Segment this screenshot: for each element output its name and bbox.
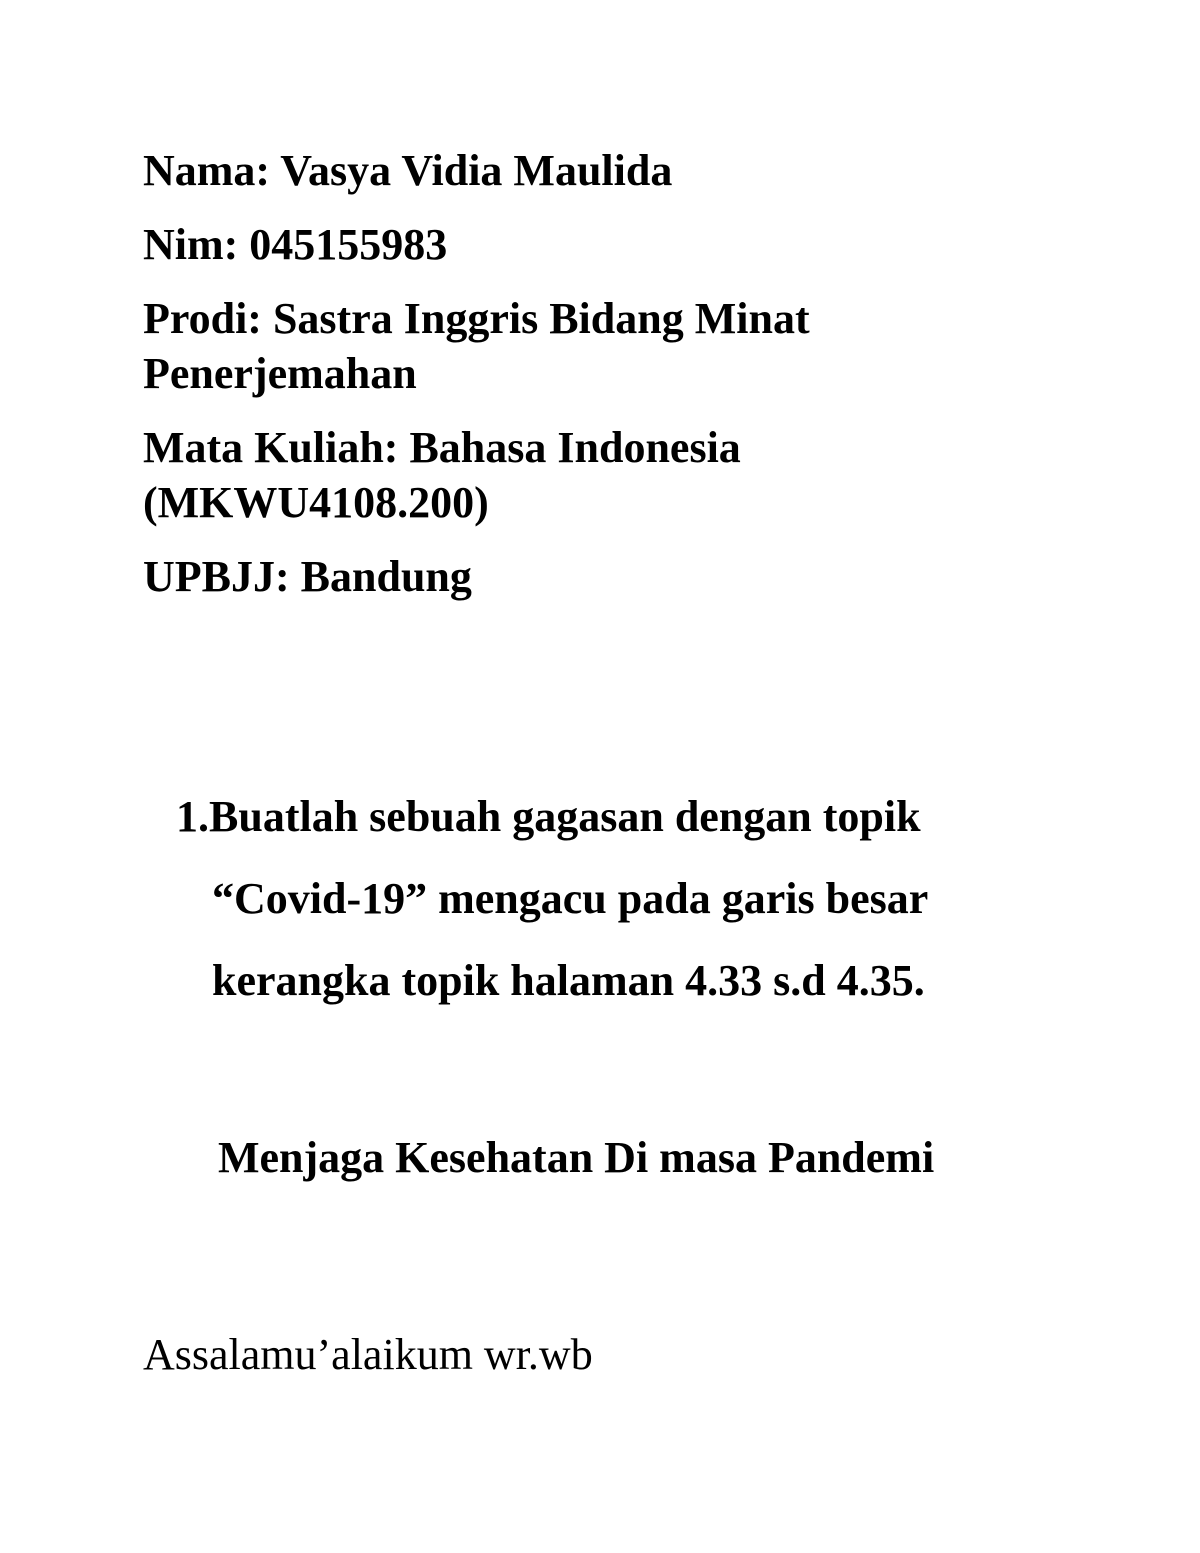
student-nim: Nim: 045155983 xyxy=(143,220,448,269)
study-program-line1: Prodi: Sastra Inggris Bidang Minat xyxy=(143,294,810,343)
question-line3: kerangka topik halaman 4.33 s.d 4.35. xyxy=(212,956,925,1005)
essay-greeting: Assalamu’alaikum wr.wb xyxy=(143,1330,593,1379)
question-line1: 1.Buatlah sebuah gagasan dengan topik xyxy=(176,792,921,841)
course-line1: Mata Kuliah: Bahasa Indonesia xyxy=(143,423,741,472)
assignment-question xyxy=(176,776,1076,1022)
student-identity-block xyxy=(143,143,1043,604)
course-line2: (MKWU4108.200) xyxy=(143,478,489,527)
student-name: Nama: Vasya Vidia Maulida xyxy=(143,146,673,195)
essay-title: Menjaga Kesehatan Di masa Pandemi xyxy=(218,1133,935,1182)
study-program-line2: Penerjemahan xyxy=(143,349,417,398)
question-line2: “Covid-19” mengacu pada garis besar xyxy=(212,874,929,923)
upbjj-location: UPBJJ: Bandung xyxy=(143,552,472,601)
